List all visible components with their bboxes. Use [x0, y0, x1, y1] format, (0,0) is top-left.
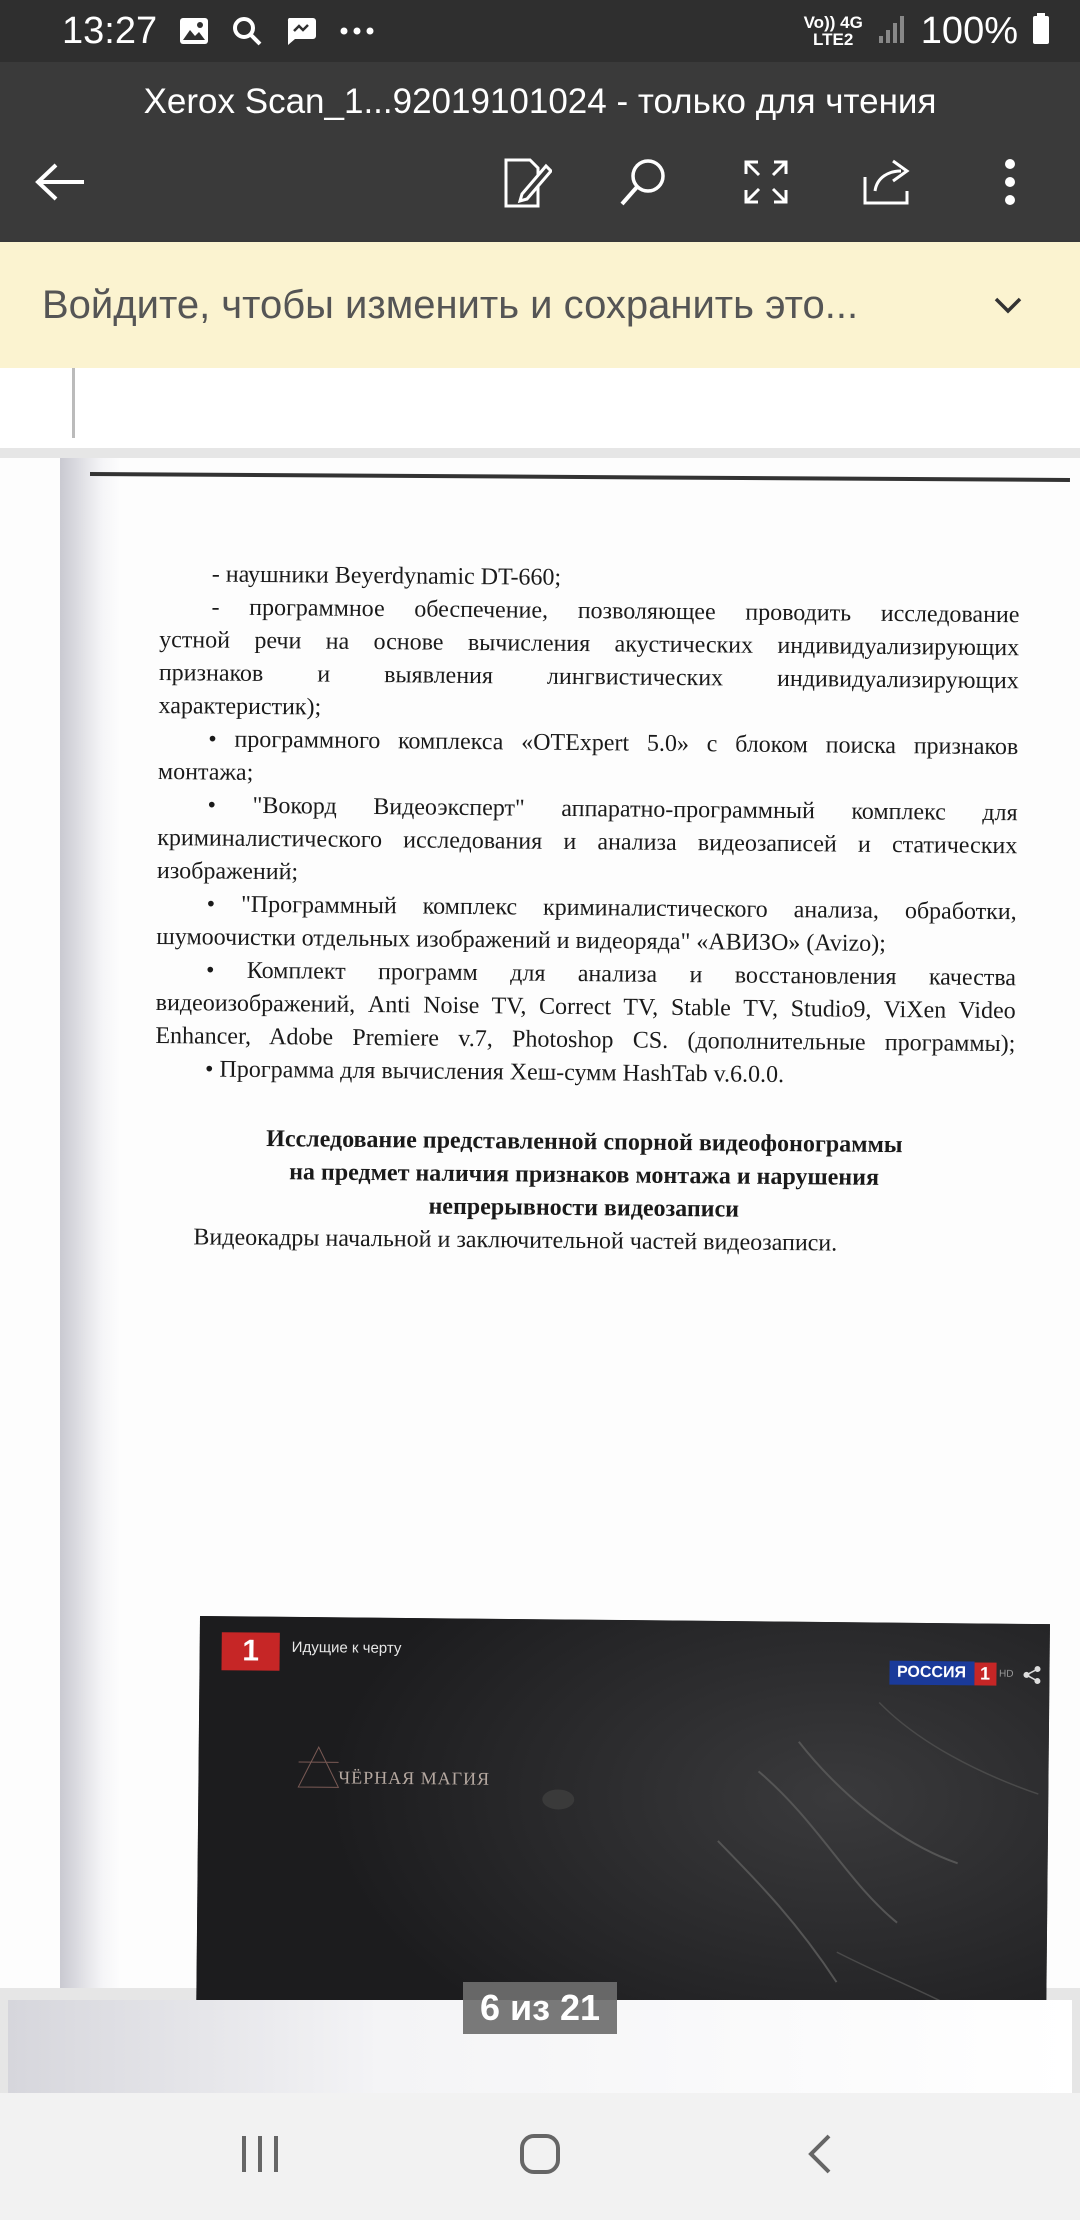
signal-icon: [877, 14, 907, 49]
text-line: признаков и выявления лингвистических индивидуализирующих: [158, 659, 1019, 695]
search-icon: [231, 15, 263, 47]
video-share-icon: [1023, 1666, 1041, 1689]
share-icon: [861, 157, 915, 212]
status-notification-icons: [179, 15, 375, 47]
system-nav-bar: [0, 2093, 1080, 2220]
text-line: видеоизображений, Anti Noise TV, Correct TV, Stable TV, Studio9, ViXen Video: [155, 989, 1016, 1025]
text-line: • программного комплекса «OTExpert 5.0» с блоком поиска признаков: [208, 726, 1019, 761]
network-indicator: [804, 14, 863, 48]
video-title: Идущие к черту: [291, 1638, 402, 1657]
status-system-icons: [804, 10, 1050, 53]
text-line: устной речи на основе вычисления акустических индивидуализирующих: [159, 626, 1020, 662]
back-arrow-icon: [34, 162, 86, 207]
page-indicator: 6 из 21: [463, 1982, 617, 2034]
network-top-label: Vo)) 4G: [803, 13, 863, 32]
text-line: • Программа для вычисления Хеш-сумм HashTab v.6.0.0.: [204, 1056, 785, 1089]
heading-line: на предмет наличия признаков монтажа и нарушения: [289, 1159, 880, 1191]
scan-shadow: [60, 458, 120, 1988]
previous-page: [0, 368, 1080, 448]
network-bottom-label: LTE2: [813, 30, 854, 49]
more-dots-icon: [339, 26, 375, 36]
rossiya-badge: [889, 1661, 1014, 1686]
figure-caption: Видеокадры начальной и заключительной частей видеозаписи.: [193, 1224, 838, 1257]
text-line: - программное обеспечение, позволяющее проводить исследование: [211, 594, 1020, 629]
text-line: • "Программный комплекс криминалистического анализа, обработки,: [206, 891, 1017, 926]
text-line: криминалистического исследования и анализа видеозаписей и статических: [157, 824, 1018, 860]
signin-banner[interactable]: [0, 242, 1080, 368]
search-button[interactable]: [608, 148, 680, 220]
hd-label: HD: [998, 1668, 1014, 1680]
overflow-menu-button[interactable]: [974, 148, 1046, 220]
back-nav-button[interactable]: [775, 2112, 865, 2202]
back-icon: [805, 2132, 835, 2181]
home-button[interactable]: [495, 2112, 585, 2202]
section-heading: [154, 1122, 1015, 1229]
text-line: шумоочистки отдельных изображений и видеоряда" «АВИЗО» (Avizo);: [156, 923, 886, 957]
app-bar: [0, 62, 1080, 242]
home-icon: [518, 2132, 562, 2181]
signin-banner-text[interactable]: Войдите, чтобы изменить и сохранить это...: [42, 282, 859, 327]
document-viewer[interactable]: [0, 368, 1080, 2093]
recents-icon: [238, 2134, 282, 2179]
rossiya-badge-text: РОССИЯ: [889, 1661, 974, 1686]
text-line: • Комплект программ для анализа и восстановления качества: [205, 957, 1017, 992]
text-line: • "Вокорд Видеоэксперт" аппаратно-программный комплекс для: [207, 792, 1018, 827]
scan-edge-mark: [72, 368, 75, 438]
overflow-menu-icon: [1004, 158, 1016, 211]
share-button[interactable]: [852, 148, 924, 220]
text-line: - наушники Beyerdynamic DT-660;: [211, 561, 562, 591]
recents-button[interactable]: [215, 2112, 305, 2202]
status-bar: [0, 0, 1080, 62]
fullscreen-icon: [742, 158, 790, 211]
scan-top-edge: [90, 472, 1070, 482]
text-line: характеристик);: [158, 692, 322, 721]
status-time: 13:27: [62, 9, 158, 52]
search-icon: [618, 156, 670, 213]
fullscreen-button[interactable]: [730, 148, 802, 220]
film-title: ЧЁРНАЯ МАГИЯ: [338, 1767, 491, 1789]
text-line: Enhancer, Adobe Premiere v.7, Photoshop CS. (дополнительные программы);: [155, 1022, 1016, 1058]
edit-icon: [500, 154, 552, 215]
edit-button[interactable]: [490, 148, 562, 220]
channel-one-logo: 1: [221, 1632, 279, 1671]
heading-line: Исследование представленной спорной видеофонограммы: [266, 1126, 903, 1159]
chevron-down-icon[interactable]: [978, 275, 1038, 335]
text-line: монтажа;: [157, 758, 254, 786]
battery-icon: [1032, 13, 1050, 50]
document-title: Xerox Scan_1...92019101024 - только для чтения: [143, 82, 937, 121]
heading-line: непрерывности видеозаписи: [428, 1193, 740, 1223]
back-button[interactable]: [24, 148, 96, 220]
messages-icon: [285, 16, 317, 46]
rossiya-badge-number: 1: [974, 1662, 996, 1685]
battery-percent: 100%: [920, 9, 1018, 52]
gallery-icon: [179, 17, 209, 45]
page-text: [153, 558, 1020, 1262]
text-line: изображений;: [156, 857, 299, 886]
